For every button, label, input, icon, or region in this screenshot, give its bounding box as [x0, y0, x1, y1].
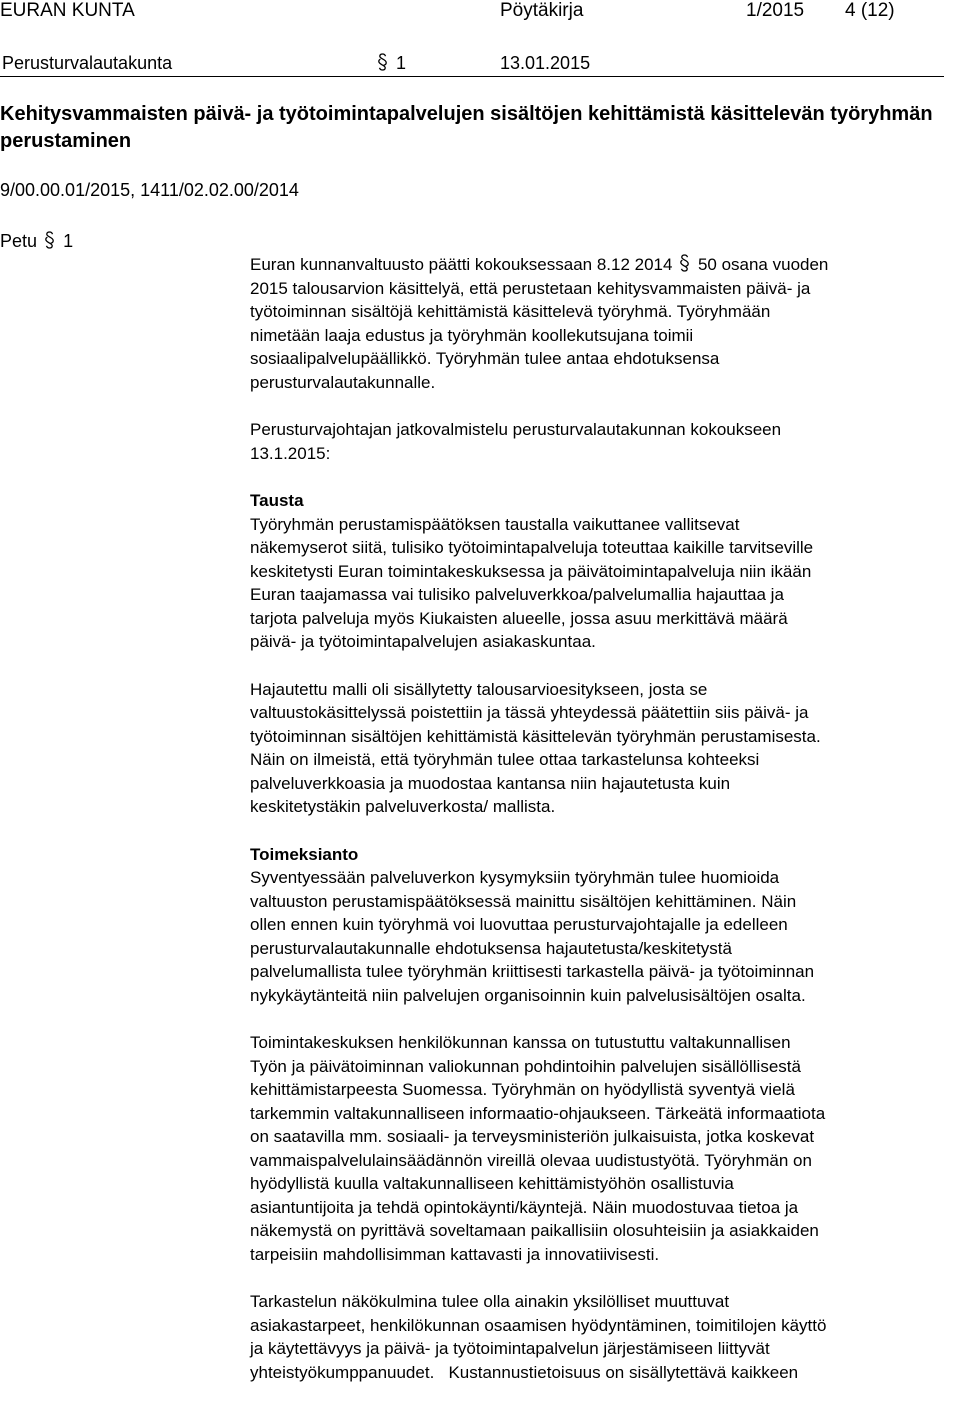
tausta-line: näkemyserot siitä, tulisiko työtoimintapalveluja toteuttaa kaikille tarvitseville	[250, 538, 814, 557]
tausta-line: Euran taajamassa vai tulisiko palveluverkkoa/palvelumallia hajauttaa ja	[250, 585, 784, 604]
intro-line: työtoiminnan sisältöjä kehittämistä käsittelevä työryhmä. Työryhmään	[250, 302, 771, 321]
intro-line	[250, 253, 960, 277]
preparation-paragraph	[250, 418, 960, 465]
intro-line: perusturvalautakunnalle.	[250, 372, 436, 392]
henkilokunta-line: kehittämistarpeesta Suomessa. Työryhmän on hyödyllistä syventyä vielä	[250, 1080, 795, 1099]
tarkastelu-line: asiakastarpeet, henkilökunnan osaamisen hyödyntäminen, toimitilojen käyttö	[250, 1315, 827, 1335]
hajautettu-line: palveluverkkoasia ja muodostaa kantansa niin hajautetusta kuin	[250, 773, 731, 793]
tausta-line: tarjota palveluja myös Kiukaisten alueelle, jossa asuu merkittävä määrä	[250, 608, 788, 628]
toimeksianto-line: perusturvalautakunnalle ehdotuksensa hajautetusta/keskitetystä	[250, 938, 732, 958]
toimeksianto-line: palvelumallista tulee työryhmän kriittisesti tarkastella päivä- ja työtoiminnan	[250, 962, 815, 981]
intro-line-text: 50 osana vuoden	[697, 255, 829, 274]
henkilokunta-paragraph	[250, 1031, 960, 1266]
hajautettu-line: keskitetystäkin palveluverkosta/ mallista.	[250, 797, 556, 816]
hajautettu-line: Hajautettu malli oli sisällytetty talousarvioesitykseen, josta se	[250, 679, 708, 699]
header-doc-type: Pöytäkirja	[500, 0, 584, 21]
toimeksianto-line: valtuuston perustamispäätöksessä mainittu sisältöjen kehittäminen. Näin	[250, 891, 797, 911]
tarkastelu-paragraph	[250, 1290, 960, 1384]
henkilokunta-line: on saatavilla mm. sosiaali- ja terveysministeriön julkaisuista, jotka koskevat	[250, 1127, 815, 1146]
preparation-line: Perusturvajohtajan jatkovalmistelu perusturvalautakunnan kokoukseen	[250, 420, 782, 439]
henkilokunta-line: Toimintakeskuksen henkilökunnan kanssa on tutustuttu valtakunnallisen	[250, 1033, 791, 1052]
hajautettu-line: työtoiminnan sisältöjen kehittämistä käsittelevän työryhmän perustamisesta.	[250, 726, 821, 746]
tausta-line: keskitetysti Euran toimintakeskuksessa ja päivätoimintapalveluja niin ikään	[250, 561, 812, 581]
toimeksianto-line: ollen ennen kuin työryhmä voi luovuttaa perusturvajohtajalle ja edelleen	[250, 915, 788, 934]
tarkastelu-line: ja käytettävyys ja päivä- ja työtoimintapalvelun järjestämiseen liittyvät	[250, 1339, 770, 1358]
tausta-line: päivä- ja työtoimintapalvelujen asiakaskuntaa.	[250, 632, 596, 651]
tausta-line: Työryhmän perustamispäätöksen taustalla vaikuttanee vallitsevat	[250, 514, 740, 534]
intro-line: 2015 talousarvion käsittelyä, että perustetaan kehitysvammaisten päivä- ja	[250, 278, 811, 298]
tausta-section	[250, 489, 960, 654]
intro-line: nimetään laaja edustus ja työryhmän koollekutsujana toimii	[250, 325, 694, 345]
document-body	[250, 253, 960, 1408]
intro-line: sosiaalipalvelupäällikkö. Työryhmän tulee antaa ehdotuksensa	[250, 349, 720, 368]
intro-line-text: Euran kunnanvaltuusto päätti kokouksessaan 8.12 2014	[250, 255, 673, 274]
henkilokunta-line: Työn ja päivätoiminnan valiokunnan pohdintoihin palvelujen sisällöllisestä	[250, 1056, 801, 1076]
henkilokunta-line: näkemystä on pyrittävä soveltamaan paikallisiin olosuhteisiin ja asiakkaiden	[250, 1221, 819, 1240]
tarkastelu-line: yhteistyökumppanuudet. Kustannustietoisuus on sisällytettävä kaikkeen	[250, 1362, 799, 1382]
henkilokunta-line: asiantuntijoita ja tehdä opintokäynti/käyntejä. Näin muodostuvaa tietoa ja	[250, 1197, 799, 1217]
header-rule	[0, 76, 944, 77]
header-section-number: 1	[396, 53, 407, 73]
tausta-heading: Tausta	[250, 491, 304, 510]
tarkastelu-line: Tarkastelun näkökulmina tulee olla ainakin yksilölliset muuttuvat	[250, 1292, 730, 1311]
header-doc-number: 1/2015	[746, 0, 805, 21]
petu-number: 1	[63, 231, 74, 251]
section-mark-icon	[679, 254, 691, 272]
toimeksianto-line: Syventyessään palveluverkon kysymyksiin työryhmän tulee huomioida	[250, 868, 780, 887]
section-mark-icon	[44, 231, 56, 249]
section-mark-icon	[375, 53, 391, 74]
document-title: Kehitysvammaisten päivä- ja työtoimintapalvelujen sisältöjen kehittämistä käsittelevän työryhmän perustaminen	[0, 103, 933, 152]
header-page-number: 4 (12)	[845, 0, 895, 21]
hajautettu-line: valtuustokäsittelyssä poistettiin ja tässä yhteydessä päätettiin siis päivä- ja	[250, 703, 809, 722]
hajautettu-paragraph	[250, 678, 960, 819]
toimeksianto-section	[250, 843, 960, 1008]
preparation-line: 13.1.2015:	[250, 443, 331, 463]
reference-number: 9/00.00.01/2015, 1411/02.02.00/2014	[0, 180, 299, 200]
toimeksianto-line: nykykäytänteitä niin palvelujen organisoinnin kuin palvelusisältöjen osalta.	[250, 985, 806, 1005]
petu-label	[0, 231, 73, 252]
header-date: 13.01.2015	[500, 53, 591, 73]
toimeksianto-heading: Toimeksianto	[250, 844, 359, 864]
henkilokunta-line: hyödyllistä kuulla valtakunnalliseen kehittämistyöhön osallistuvia	[250, 1174, 734, 1193]
henkilokunta-line: tarpeisiin mahdollisimman kattavasti ja innovatiivisesti.	[250, 1244, 660, 1264]
hajautettu-line: Näin on ilmeistä, että työryhmän tulee ottaa tarkastelunsa kohteeksi	[250, 750, 760, 769]
header-org: EURAN KUNTA	[0, 0, 135, 21]
header-board: Perusturvalautakunta	[2, 53, 173, 73]
intro-paragraph	[250, 253, 960, 394]
petu-label-text: Petu	[0, 231, 38, 251]
henkilokunta-line: vammaispalvelulainsäädännön vireillä olevaa uudistustyötä. Työryhmän on	[250, 1150, 812, 1170]
henkilokunta-line: tarkemmin valtakunnalliseen informaatio-ohjaukseen. Tärkeätä informaatiota	[250, 1103, 826, 1123]
